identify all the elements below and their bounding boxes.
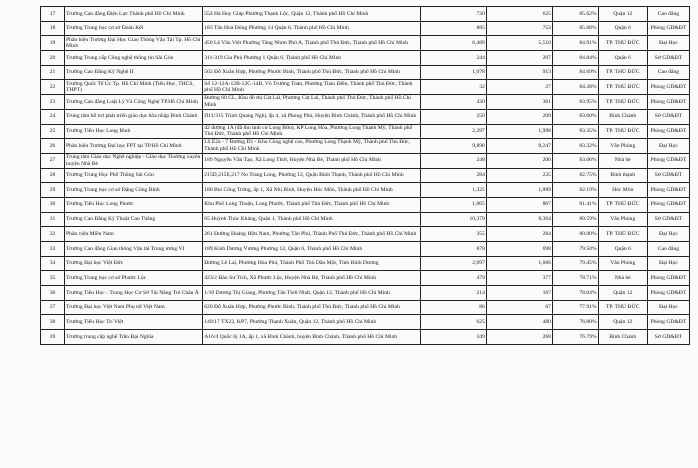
- cell-total: 479: [420, 271, 486, 286]
- cell-stt: 33: [41, 242, 65, 257]
- cell-address: 180 Bùi Công Trừng, ấp 1, Xã Nhị Bình, Huyện Hóc Môn, Thành phố Hồ Chí Minh: [203, 183, 421, 198]
- cell-address: 423/2 Đào Sư Tích, Xã Phước Lộc, Huyện Nhà Bè, Thành phố Hồ Chí Minh: [203, 271, 421, 286]
- table-row: [41, 153, 690, 168]
- cell-passed: 753: [486, 21, 552, 36]
- cell-district: Quận 6: [598, 51, 647, 66]
- cell-name: Trường Cao đẳng Giao thông Vận tải Trung ương VI: [65, 242, 203, 257]
- table-row: [41, 51, 690, 66]
- table-row: [41, 315, 690, 330]
- cell-total: 6,489: [420, 36, 486, 51]
- cell-name: Phân viện Miền Nam: [65, 227, 203, 242]
- cell-rate: 79.45%: [552, 256, 598, 271]
- cell-stt: 39: [41, 330, 65, 345]
- cell-name: Trường Tiểu Học Long Phước: [65, 197, 203, 212]
- cell-passed: 698: [486, 242, 552, 257]
- cell-stt: 19: [41, 36, 65, 51]
- cell-stt: 28: [41, 168, 65, 183]
- cell-rate: 81.41%: [552, 197, 598, 212]
- cell-total: 1,065: [420, 197, 486, 212]
- table-row: [41, 330, 690, 345]
- cell-name: Trường Cao đẳng Điện Lực Thành phố Hồ Chí Minh: [65, 7, 203, 22]
- cell-stt: 38: [41, 315, 65, 330]
- cell-stt: 20: [41, 51, 65, 66]
- schools-table: [40, 6, 690, 345]
- cell-stt: 22: [41, 80, 65, 95]
- table-row: [41, 139, 690, 154]
- table-row: [41, 168, 690, 183]
- cell-total: 32: [420, 80, 486, 95]
- table-row: [41, 300, 690, 315]
- cell-address: 189 Kinh Dương Vương Phường 12, Quận 6, Thành phố Hồ Chí Minh: [203, 242, 421, 257]
- cell-stt: 23: [41, 95, 65, 110]
- cell-passed: 8,247: [486, 139, 552, 154]
- cell-address: 215D,215E,217 No Trang Long, Phường 12, Quận Bình Thạnh, Thành phố Hồ Chí Minh: [203, 168, 421, 183]
- cell-rate: 80.59%: [552, 212, 598, 227]
- table-row: [41, 183, 690, 198]
- table-body: [41, 7, 690, 345]
- cell-name: Phân hiệu Trường Đại học FPT tại TP.Hồ Chí Minh: [65, 139, 203, 154]
- cell-address: D11/315 Trịnh Quang Nghị, ấp 4, xã Phong Phú, Huyện Bình Chánh, Thành phố Hồ Chí Minh: [203, 109, 421, 124]
- cell-address: Đường Lê Lai, Phường Hòa Phú, Thành Phố Thủ Dầu Một, Tỉnh Bình Dương: [203, 256, 421, 271]
- cell-total: 885: [420, 21, 486, 36]
- cell-level: Cao đẳng: [647, 242, 689, 257]
- cell-rate: 83.60%: [552, 109, 598, 124]
- cell-total: 244: [420, 51, 486, 66]
- cell-rate: 84.69%: [552, 65, 598, 80]
- cell-address: 1/10 Dương Thị Giang, Phường Tân Thới Nhất, Quận 12, Thành phố Hồ Chí Minh: [203, 286, 421, 301]
- cell-level: Phòng GD&ĐT: [647, 286, 689, 301]
- cell-passed: 1,998: [486, 124, 552, 139]
- cell-name: Trường Tiểu Học Long Bình: [65, 124, 203, 139]
- cell-address: 140/17 TX22, KP7, Phường Thạnh Xuân, Quận 12, Thành phố Hồ Chí Minh: [203, 315, 421, 330]
- cell-address: 620 Đỗ Xuân Hợp, Phường Phước Bình, Thành phố Thủ Đức, Thành phố Hồ Chí Minh: [203, 300, 421, 315]
- cell-name: Trường trung cấp nghề Trần Đại Nghĩa: [65, 330, 203, 345]
- table-row: [41, 212, 690, 227]
- cell-name: Trường Trung học cơ sở Đặng Công Bỉnh: [65, 183, 203, 198]
- cell-total: 248: [420, 153, 486, 168]
- cell-district: Bình Chánh: [598, 109, 647, 124]
- cell-address: 502 Đỗ Xuân Hợp, Phường Phước Bình, Thành phố Thủ Đức, Thành phố Hồ Chí Minh: [203, 65, 421, 80]
- cell-rate: 83.06%: [552, 153, 598, 168]
- cell-passed: 377: [486, 271, 552, 286]
- cell-passed: 209: [486, 109, 552, 124]
- cell-stt: 21: [41, 65, 65, 80]
- cell-level: Phòng GD&ĐT: [647, 21, 689, 36]
- table-row: [41, 21, 690, 36]
- cell-address: 42 đường 1A (đã thu tịnh cư Long Bửu), KP Long Hòa, Phường Long Thạnh Mỹ, Thành phố Thủ Đức, Thành phố Hồ Chí Minh: [203, 124, 421, 139]
- cell-passed: 235: [486, 168, 552, 183]
- cell-level: Sở GD&ĐT: [647, 330, 689, 345]
- table-row: [41, 227, 690, 242]
- cell-stt: 32: [41, 227, 65, 242]
- table-row: [41, 124, 690, 139]
- cell-stt: 24: [41, 109, 65, 124]
- cell-total: 250: [420, 109, 486, 124]
- table-row: [41, 36, 690, 51]
- cell-level: Đại Học: [647, 139, 689, 154]
- cell-district: TP. THỦ ĐỨC: [598, 300, 647, 315]
- cell-district: Bình thạnh: [598, 168, 647, 183]
- cell-passed: 27: [486, 80, 552, 95]
- cell-district: Quận 6: [598, 242, 647, 257]
- cell-stt: 26: [41, 139, 65, 154]
- cell-rate: 79.50%: [552, 242, 598, 257]
- cell-district: Quận 12: [598, 7, 647, 22]
- cell-district: Quận 6: [598, 21, 647, 36]
- cell-district: TP. THỦ ĐỨC: [598, 95, 647, 110]
- cell-name: Trung tâm hỗ trợ phát triển giáo dục hòa nhập Bình Chánh: [65, 109, 203, 124]
- cell-address: 261 Đường Hoàng Hữu Nam, Phường Tân Phú, Thành Phố Thủ Đức, Thành phố Hồ Chí Minh: [203, 227, 421, 242]
- table-row: [41, 271, 690, 286]
- cell-district: Nhà bè: [598, 153, 647, 168]
- table-row: [41, 65, 690, 80]
- cell-total: 9,898: [420, 139, 486, 154]
- cell-stt: 34: [41, 256, 65, 271]
- cell-name: Trường Cao đẳng Luật Lý Và Công Nghệ TP.Hồ Chí Minh: [65, 95, 203, 110]
- cell-address: Số 12-12A-12B-12C-14B, Võ Trường Toản, Phường Thảo Điền, Thành phố Thủ Đức, Thành phố Hồ Chí Minh: [203, 80, 421, 95]
- cell-total: 10,379: [420, 212, 486, 227]
- cell-rate: 77.91%: [552, 300, 598, 315]
- cell-total: 430: [420, 95, 486, 110]
- table-row: [41, 242, 690, 257]
- cell-district: TP. THỦ ĐỨC: [598, 36, 647, 51]
- cell-address: 65 Huỳnh Thúc Kháng, Quận 1, Thành phố Hồ Chí Minh: [203, 212, 421, 227]
- cell-passed: 913: [486, 65, 552, 80]
- cell-level: Phòng GD&ĐT: [647, 95, 689, 110]
- cell-name: Trung tâm Giáo dục Nghề nghiệp - Giáo dục Thường xuyên huyện Nhà Bè: [65, 153, 203, 168]
- cell-level: Cao đẳng: [647, 7, 689, 22]
- cell-passed: 284: [486, 227, 552, 242]
- cell-stt: 37: [41, 300, 65, 315]
- cell-level: Sở GD&ĐT: [647, 212, 689, 227]
- cell-level: Phòng GD&ĐT: [647, 153, 689, 168]
- cell-rate: 83.95%: [552, 95, 598, 110]
- cell-total: 1,078: [420, 65, 486, 80]
- cell-total: 86: [420, 300, 486, 315]
- cell-district: Quận 12: [598, 286, 647, 301]
- cell-total: 878: [420, 242, 486, 257]
- cell-stt: 29: [41, 183, 65, 198]
- cell-stt: 36: [41, 286, 65, 301]
- cell-name: Trường Tiểu Học Trí Việt: [65, 315, 203, 330]
- cell-district: TP. THỦ ĐỨC: [598, 124, 647, 139]
- cell-address: Lô E2a - 7 Đường D1 - Khu Công nghệ cao, Phường Long Thạnh Mỹ, Thành phố Thủ Đức, Thành phố Hồ Chí Minh: [203, 139, 421, 154]
- cell-level: Sở GD&ĐT: [647, 51, 689, 66]
- cell-level: Phòng GD&ĐT: [647, 315, 689, 330]
- cell-stt: 31: [41, 212, 65, 227]
- cell-rate: 83.32%: [552, 139, 598, 154]
- cell-stt: 35: [41, 271, 65, 286]
- table-row: [41, 80, 690, 95]
- cell-level: Phòng GD&ĐT: [647, 271, 689, 286]
- cell-total: 2,097: [420, 256, 486, 271]
- cell-rate: 83.35%: [552, 124, 598, 139]
- cell-passed: 1,089: [486, 183, 552, 198]
- cell-level: Phòng GD&ĐT: [647, 183, 689, 198]
- cell-total: 349: [420, 330, 486, 345]
- cell-passed: 5,510: [486, 36, 552, 51]
- cell-rate: 84.91%: [552, 36, 598, 51]
- cell-passed: 67: [486, 300, 552, 315]
- cell-name: Trường Cao Đẳng Kỹ Thuật Cao Thắng: [65, 212, 203, 227]
- cell-stt: 17: [41, 7, 65, 22]
- cell-name: Trường Trung học cơ sở Đoàn Kết: [65, 21, 203, 36]
- cell-rate: 80.00%: [552, 227, 598, 242]
- cell-passed: 625: [486, 7, 552, 22]
- table-row: [41, 109, 690, 124]
- cell-passed: 1,666: [486, 256, 552, 271]
- cell-name: Trường Trung học cơ sở Phước Lộc: [65, 271, 203, 286]
- cell-passed: 361: [486, 95, 552, 110]
- cell-level: Đại Học: [647, 227, 689, 242]
- cell-name: Trường Trung cấp Công nghệ thông tin Sài Gòn: [65, 51, 203, 66]
- cell-name: Trường Đại học Việt Đức: [65, 256, 203, 271]
- cell-level: Sở GD&ĐT: [647, 168, 689, 183]
- cell-passed: 268: [486, 330, 552, 345]
- cell-district: TP. THỦ ĐỨC: [598, 227, 647, 242]
- cell-address: 311-319 Gia Phú Phường 1 Quận 6, Thành phố Hồ Chí Minh: [203, 51, 421, 66]
- cell-name: Phân hiệu Trường Đại Học Giao Thông Vận Tải Tp. Hồ Chí Minh: [65, 36, 203, 51]
- table-row: [41, 256, 690, 271]
- cell-rate: 78.71%: [552, 271, 598, 286]
- cell-stt: 18: [41, 21, 65, 36]
- cell-address: 189 Nguyễn Văn Tạo, Xã Long Thới, Huyện Nhà Bè, Thành phố Hồ Chí Minh: [203, 153, 421, 168]
- cell-name: Trường Trung Học Phổ Thông Sài Gòn: [65, 168, 203, 183]
- cell-stt: 27: [41, 153, 65, 168]
- cell-rate: 78.04%: [552, 286, 598, 301]
- cell-name: Trường Tiểu Học - Trung Học Cơ Sở Tài Năng Trẻ Châu Á: [65, 286, 203, 301]
- cell-rate: 76.80%: [552, 315, 598, 330]
- cell-district: Văn Phòng: [598, 212, 647, 227]
- cell-district: Hóc Môn: [598, 183, 647, 198]
- cell-passed: 206: [486, 153, 552, 168]
- cell-passed: 167: [486, 286, 552, 301]
- table-row: [41, 197, 690, 212]
- table-row: [41, 286, 690, 301]
- cell-total: 625: [420, 315, 486, 330]
- cell-name: Trường Quốc Tế Úc Tp. Hồ Chí Minh (Tiểu Học, THCS, THPT): [65, 80, 203, 95]
- cell-total: 355: [420, 227, 486, 242]
- cell-district: Văn Phòng: [598, 256, 647, 271]
- cell-district: Quận 12: [598, 315, 647, 330]
- cell-passed: 867: [486, 197, 552, 212]
- cell-passed: 207: [486, 51, 552, 66]
- table-row: [41, 95, 690, 110]
- cell-district: Bình Chánh: [598, 330, 647, 345]
- cell-passed: 8,364: [486, 212, 552, 227]
- cell-rate: 84.38%: [552, 80, 598, 95]
- cell-stt: 25: [41, 124, 65, 139]
- cell-level: Đại Học: [647, 36, 689, 51]
- cell-address: A16/4 Quốc lộ 1A, ấp 1, xã Bình Chánh, huyện Bình Chánh, Thành phố Hồ Chí Minh: [203, 330, 421, 345]
- cell-name: Trường Cao Đẳng Kỹ Nghệ II: [65, 65, 203, 80]
- cell-address: 554 Hà Huy Giáp Phường Thạnh Lộc, Quận 12, Thành phố Hồ Chí Minh: [203, 7, 421, 22]
- cell-level: Phòng GD&ĐT: [647, 80, 689, 95]
- cell-total: 2,397: [420, 124, 486, 139]
- cell-level: Đại Học: [647, 256, 689, 271]
- cell-address: 183 Tân Hoà Đông Phường 14 Quận 6, Thành phố Hồ Chí Minh: [203, 21, 421, 36]
- cell-passed: 480: [486, 315, 552, 330]
- cell-total: 284: [420, 168, 486, 183]
- cell-level: Cao đẳng: [647, 65, 689, 80]
- cell-district: TP. THỦ ĐỨC: [598, 80, 647, 95]
- table-row: [41, 7, 690, 22]
- cell-rate: 82.19%: [552, 183, 598, 198]
- cell-rate: 84.84%: [552, 51, 598, 66]
- cell-rate: 82.75%: [552, 168, 598, 183]
- cell-level: Sở GD&ĐT: [647, 109, 689, 124]
- cell-address: Đường 60 CL, Khu đô thị Cát Lái, Phường Cát Lái, Thành phố Thủ Đức, Thành phố Hồ Chí Minh: [203, 95, 421, 110]
- cell-total: 730: [420, 7, 486, 22]
- cell-total: 214: [420, 286, 486, 301]
- cell-district: TP. THỦ ĐỨC: [598, 197, 647, 212]
- cell-level: Phòng GD&ĐT: [647, 124, 689, 139]
- cell-address: 450 Lê Văn Việt Phường Tăng Nhơn Phú A, Thành phố Thủ Đức, Thành phố Hồ Chí Minh: [203, 36, 421, 51]
- cell-rate: 85.08%: [552, 21, 598, 36]
- cell-district: Nhà bè: [598, 271, 647, 286]
- cell-level: Đại Học: [647, 300, 689, 315]
- cell-name: Trường Đại học Việt Nam Phụ nữ Việt Nam: [65, 300, 203, 315]
- cell-rate: 76.79%: [552, 330, 598, 345]
- cell-total: 1,325: [420, 183, 486, 198]
- cell-stt: 30: [41, 197, 65, 212]
- cell-level: Phòng GD&ĐT: [647, 197, 689, 212]
- cell-rate: 85.62%: [552, 7, 598, 22]
- cell-district: TP. THỦ ĐỨC: [598, 65, 647, 80]
- cell-address: Khu Phố Long Thuận, Long Phước, Thành phố Thủ Đức, Thành phố Hồ Chí Minh: [203, 197, 421, 212]
- cell-district: Văn Phòng: [598, 139, 647, 154]
